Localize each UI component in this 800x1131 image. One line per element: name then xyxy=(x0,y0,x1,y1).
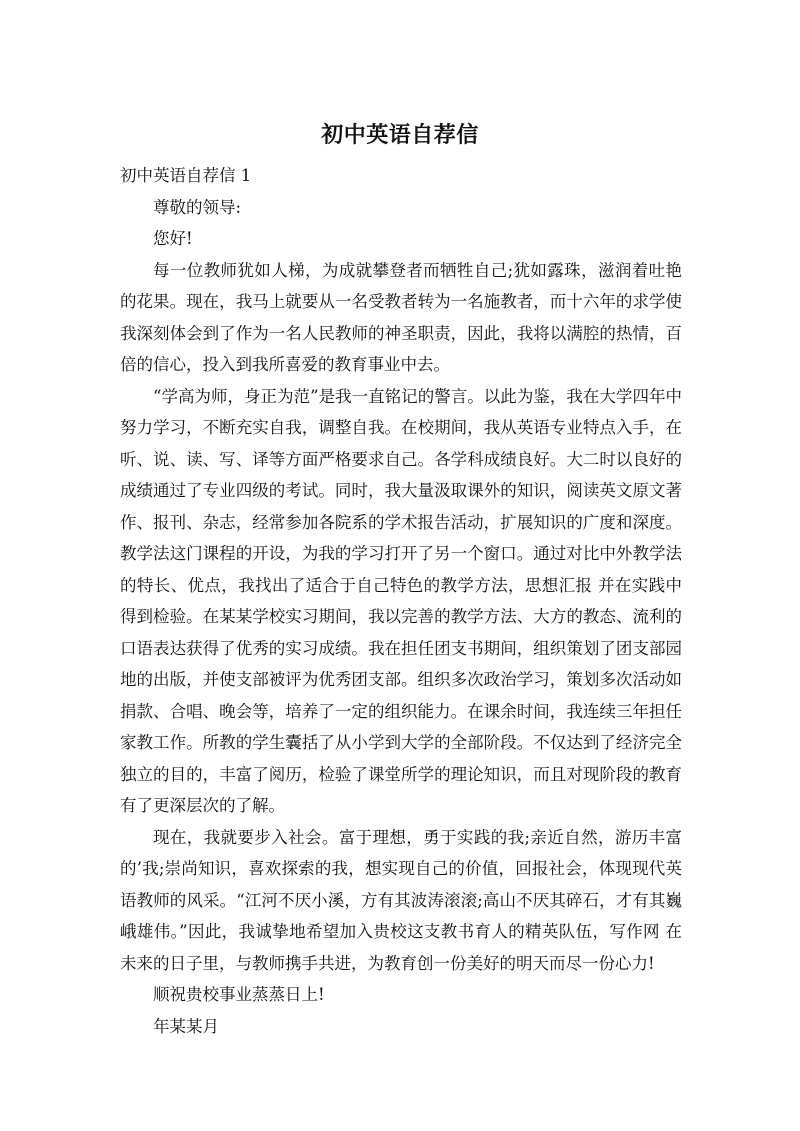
letter-salutation: 尊敬的领导: xyxy=(153,197,242,217)
body-paragraph-3: 现在，我就要步入社会。富于理想，勇于实践的我;亲近自然，游历丰富的’我;崇尚知识，喜欢探索的我，想实现自己的价值，回报社会，体现现代英语教师的风采。“江河不厌小溪，方有其波涛滚滚;高山不厌其碎石，才有其巍峨雄伟。”因此，我诚挚地希望加入贵校这支教书育人的精英队伍，写作网 在未来的日子里，与教师携手共进，为教育创一份美好的明天而尽一份心力! xyxy=(120,827,682,973)
letter-subheading: 初中英语自荐信 1 xyxy=(120,166,252,185)
body-paragraph-1: 每一位教师犹如人梯，为成就攀登者而牺牲自己;犹如露珠，滋润着吐艳的花果。现在，我马上就要从一名受教者转为一名施教者，而十六年的求学使我深刻体会到了作为一名人民教师的神圣职责，因此，我将以满腔的热情，百倍的信心，投入到我所喜爱的教育事业中去。 xyxy=(120,260,682,374)
document-body xyxy=(120,160,682,1042)
body-paragraph-2: “学高为师，身正为范”是我一直铭记的警言。以此为鉴，我在大学四年中努力学习，不断充实自我，调整自我。在校期间，我从英语专业特点入手，在听、说、读、写、译等方面严格要求自己。各学科成绩良好。大二时以良好的成绩通过了专业四级的考试。同时，我大量汲取课外的知识，阅读英文原文著作、报刊、杂志，经常参加各院系的学术报告活动，扩展知识的广度和深度。教学法这门课程的开设，为我的学习打开了另一个窗口。通过对比中外教学法的特长、优点，我找出了适合于自己特色的教学方法，思想汇报 并在实践中得到检验。在某某学校实习期间，我以完善的教学方法、大方的教态、流利的口语表达获得了优秀的实习成绩。我在担任团支书期间，组织策划了团支部园地的出版，并使支部被评为优秀团支部。组织多次政治学习，策划多次活动如捐款、合唱、晚会等，培养了一定的组织能力。在课余时间，我连续三年担任家教工作。所教的学生囊括了从小学到大学的全部阶段。不仅达到了经济完全独立的目的，丰富了阅历，检验了课堂所学的理论知识，而且对现阶段的教育有了更深层次的了解。 xyxy=(120,386,682,815)
letter-date: 年某某月 xyxy=(153,1016,219,1036)
document-title: 初中英语自荐信 xyxy=(321,123,479,148)
letter-closing: 顺祝贵校事业蒸蒸日上! xyxy=(153,985,325,1004)
letter-greeting: 您好! xyxy=(153,229,193,248)
